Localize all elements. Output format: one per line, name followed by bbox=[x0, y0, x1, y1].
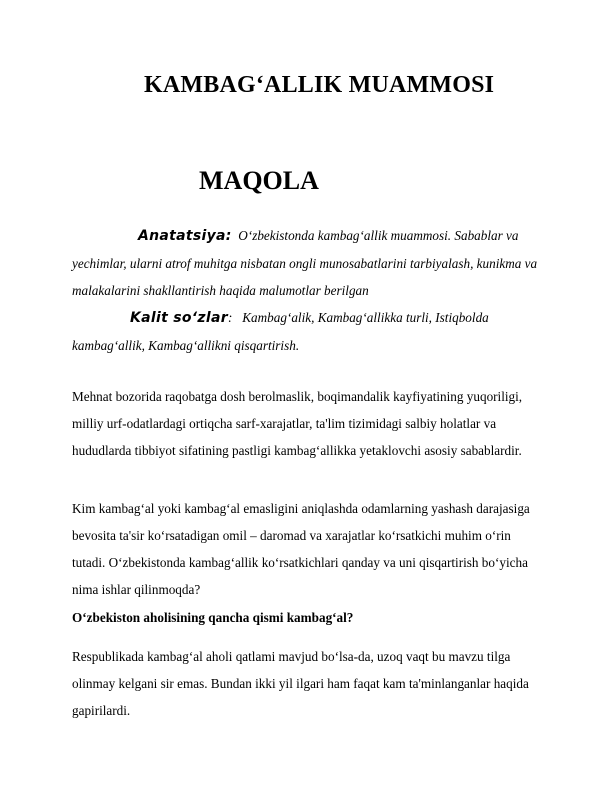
abstract-text: O‘zbekistonda kambag‘allik muammosi. Sabablar va yechimlar, ularni atrof muhitga nisbatan ongli munosabatlarini tarbiyalash, kunikma va malakalarini shakllantirish haqida malumotlar berilgan bbox=[72, 228, 538, 298]
abstract-label: Anatatsiya: bbox=[138, 228, 232, 244]
abstract-block bbox=[72, 222, 542, 359]
document-subtitle: MAQOLA bbox=[199, 166, 319, 195]
keywords-text: Kambag‘alik, Kambag‘allikka turli, Istiqbolda kambag‘allik, Kambag‘allikni qisqartirish. bbox=[72, 310, 489, 353]
body-paragraph-3: Respublikada kambag‘al aholi qatlami mavjud bo‘lsa-da, uzoq vaqt bu mavzu tilga olinmay kelgani sir emas. Bundan ikki yil ilgari ham faqat kam ta'minlanganlar haqida gapirilardi. bbox=[72, 649, 529, 718]
document-title: KAMBAG‘ALLIK MUAMMOSI bbox=[144, 72, 495, 98]
section-heading: O‘zbekiston aholisining qancha qismi kambag‘al? bbox=[72, 610, 354, 625]
keywords-colon: : bbox=[227, 310, 233, 325]
body-paragraph-1: Mehnat bozorida raqobatga dosh berolmaslik, boqimandalik kayfiyatining yuqoriligi, milliy urf-odatlardagi ortiqcha sarf-xarajatlar, ta'lim tizimidagi salbiy holatlar va hududlarda tibbiyot sifatining pastligi kambag‘allikka yetaklovchi asosiy sabablardir. bbox=[72, 389, 523, 458]
body-paragraph-2: Kim kambag‘al yoki kambag‘al emasligini aniqlashda odamlarning yashash darajasiga bevosita ta'sir ko‘rsatadigan omil – daromad va xarajatlar ko‘rsatkichi muhim o‘rin tutadi. O‘zbekistonda kambag‘allik ko‘rsatkichlari qanday va uni qisqartirish bo‘yicha nima ishlar qilinmoqda? bbox=[72, 501, 530, 597]
keywords-label: Kalit so‘zlar bbox=[130, 310, 228, 326]
